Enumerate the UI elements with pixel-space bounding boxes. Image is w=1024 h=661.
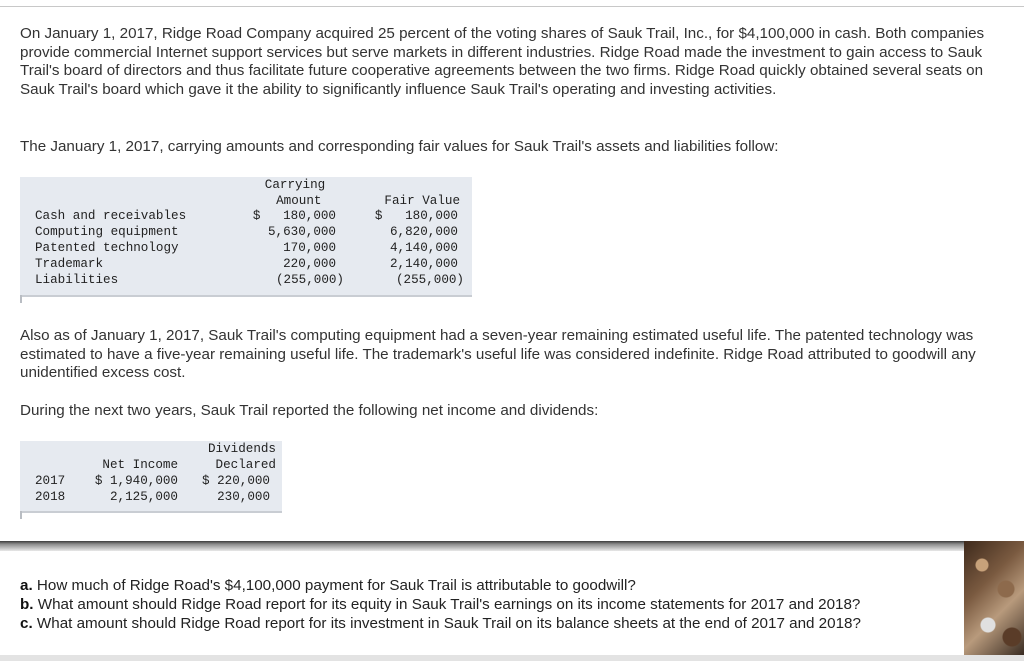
- row-fair: (255,000): [395, 273, 464, 287]
- row-label: Cash and receivables: [35, 209, 187, 223]
- row-label: Liabilities: [35, 273, 119, 287]
- net-income-value: $ 1,940,000: [94, 474, 178, 488]
- net-income-dividends-table: [20, 441, 282, 521]
- row-label: Patented technology: [35, 241, 179, 255]
- header-net-income: Net Income: [102, 458, 178, 472]
- question-text: What amount should Ridge Road report for its investment in Sauk Trail on its balance sheets at the end of 2017 and 2018?: [36, 615, 861, 632]
- questions-panel: [0, 551, 964, 655]
- header-fair-value: Fair Value: [384, 194, 460, 208]
- question-text: What amount should Ridge Road report for its equity in Sauk Trail's earnings on its income statements for 2017 and 2018?: [37, 596, 861, 613]
- row-label: Trademark: [35, 257, 104, 271]
- dividends-value: 230,000: [217, 490, 270, 504]
- year-label: 2018: [35, 490, 66, 504]
- row-fair: $ 180,000: [374, 209, 458, 223]
- decorative-photo: [964, 541, 1024, 661]
- row-carrying: 170,000: [283, 241, 336, 255]
- question-letter: a.: [20, 577, 33, 594]
- panel-shadow: [0, 541, 964, 551]
- top-divider: [0, 0, 1024, 7]
- row-fair: 6,820,000: [389, 225, 458, 239]
- income-intro: During the next two years, Sauk Trail reported the following net income and dividends:: [20, 402, 599, 419]
- question-b: [20, 596, 860, 614]
- carrying-fair-value-table: [20, 177, 472, 301]
- bottom-bar: [0, 655, 1024, 661]
- dividends-value: $ 220,000: [201, 474, 270, 488]
- question-c: [20, 615, 861, 633]
- row-carrying: $ 180,000: [252, 209, 336, 223]
- row-carrying: 5,630,000: [267, 225, 336, 239]
- question-text: How much of Ridge Road's $4,100,000 payment for Sauk Trail is attributable to goodwill?: [36, 577, 636, 594]
- year-label: 2017: [35, 474, 66, 488]
- net-income-value: 2,125,000: [109, 490, 178, 504]
- useful-life-paragraph: Also as of January 1, 2017, Sauk Trail's computing equipment had a seven-year remaining estimated useful life. The patented technology was estimated to have a five-year remaining useful life. The trademark's useful life was considered indefinite. Ridge Road attributed to goodwill any unidentified excess cost.: [20, 327, 976, 382]
- header-carrying-amount: Carrying Amount: [264, 178, 326, 208]
- question-a: [20, 577, 636, 595]
- question-letter: b.: [20, 596, 34, 613]
- carrying-intro: The January 1, 2017, carrying amounts and corresponding fair values for Sauk Trail's assets and liabilities follow:: [20, 138, 779, 155]
- row-fair: 4,140,000: [389, 241, 458, 255]
- row-carrying: 220,000: [283, 257, 336, 271]
- header-dividends-declared: Dividends Declared: [207, 442, 276, 472]
- question-letter: c.: [20, 615, 33, 632]
- row-label: Computing equipment: [35, 225, 179, 239]
- intro-paragraph: On January 1, 2017, Ridge Road Company acquired 25 percent of the voting shares of Sauk Trail, Inc., for $4,100,000 in cash. Both companies provide commercial Internet support services but serve markets in different industries. Ridge Road made the investment to gain access to Sauk Trail's board of directors and thus facilitate future cooperative agreements between the two firms. Ridge Road quickly obtained several seats on Sauk Trail's board which gave it the ability to significantly influence Sauk Trail's operating and investing activities.: [20, 25, 985, 98]
- row-carrying: (255,000): [275, 273, 344, 287]
- row-fair: 2,140,000: [389, 257, 458, 271]
